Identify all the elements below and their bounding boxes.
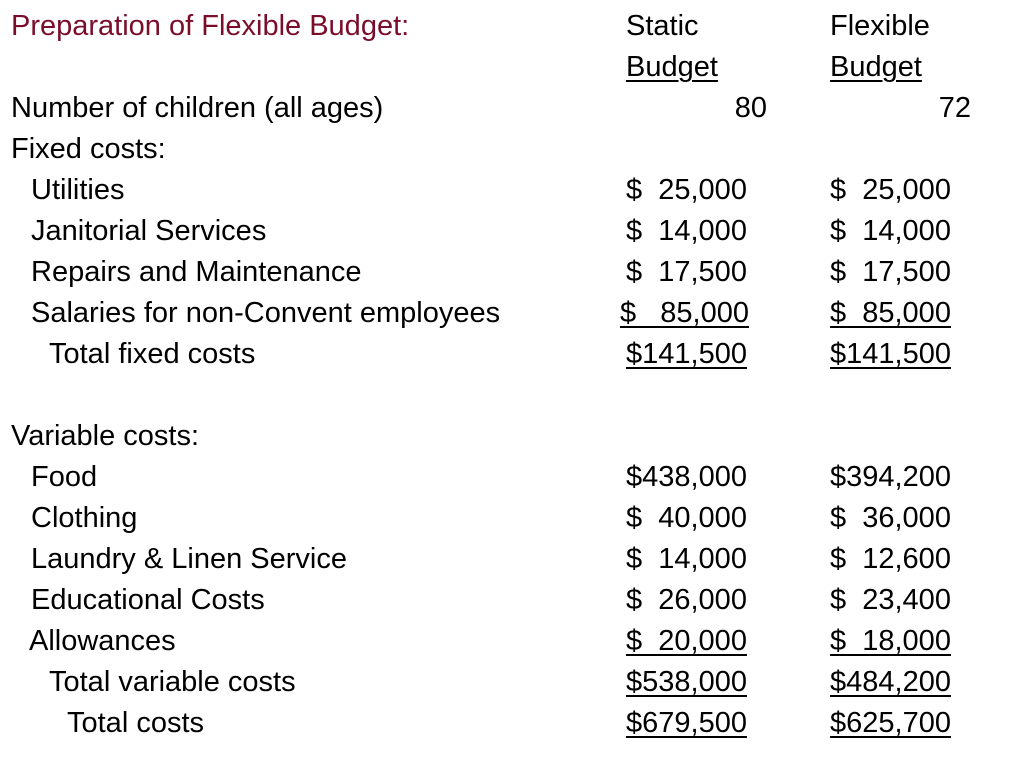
row-label: Laundry & Linen Service bbox=[31, 543, 347, 575]
fixed-total-flexible: $141,500 bbox=[830, 338, 951, 370]
grand-total-label: Total costs bbox=[67, 707, 204, 739]
flexible-header-line2: Budget bbox=[830, 51, 922, 83]
static-header-line1: Static bbox=[626, 10, 699, 42]
static-value: $ 14,000 bbox=[626, 543, 747, 575]
row-label: Repairs and Maintenance bbox=[31, 256, 362, 288]
flexible-value: $ 17,500 bbox=[830, 256, 951, 288]
static-value: $ 17,500 bbox=[626, 256, 747, 288]
static-value: $ 40,000 bbox=[626, 502, 747, 534]
static-value: $438,000 bbox=[626, 461, 747, 493]
slide-title: Preparation of Flexible Budget: bbox=[11, 10, 410, 42]
variable-total-static: $538,000 bbox=[626, 666, 747, 698]
flexible-value: $394,200 bbox=[830, 461, 951, 493]
table-row bbox=[0, 211, 1024, 252]
fixed-costs-heading: Fixed costs: bbox=[11, 133, 166, 165]
title-row bbox=[0, 6, 1024, 47]
row-label: Janitorial Services bbox=[31, 215, 267, 247]
flexible-value: $ 36,000 bbox=[830, 502, 951, 534]
table-row bbox=[0, 498, 1024, 539]
static-value: $ 20,000 bbox=[626, 625, 747, 657]
fixed-total-label: Total fixed costs bbox=[49, 338, 256, 370]
table-row bbox=[0, 539, 1024, 580]
row-label: Utilities bbox=[31, 174, 125, 206]
static-value: $ 85,000 bbox=[620, 297, 749, 329]
table-row bbox=[0, 293, 1024, 334]
table-row bbox=[0, 621, 1024, 662]
flexible-value: $ 25,000 bbox=[830, 174, 951, 206]
variable-total-label: Total variable costs bbox=[49, 666, 296, 698]
flexible-value: $ 85,000 bbox=[830, 297, 951, 329]
row-label: Salaries for non-Convent employees bbox=[31, 297, 501, 329]
variable-costs-heading-row bbox=[0, 416, 1024, 457]
variable-costs-heading: Variable costs: bbox=[11, 420, 200, 452]
children-label: Number of children (all ages) bbox=[11, 92, 384, 124]
children-static: 80 bbox=[734, 92, 767, 124]
variable-total-row bbox=[0, 662, 1024, 703]
table-row bbox=[0, 170, 1024, 211]
static-value: $ 14,000 bbox=[626, 215, 747, 247]
row-label: Clothing bbox=[31, 502, 138, 534]
flexible-value: $ 23,400 bbox=[830, 584, 951, 616]
table-row bbox=[0, 457, 1024, 498]
variable-total-flexible: $484,200 bbox=[830, 666, 951, 698]
flexible-header-line1: Flexible bbox=[830, 10, 930, 42]
grand-total-row bbox=[0, 703, 1024, 744]
grand-total-flexible: $625,700 bbox=[830, 707, 951, 739]
row-label: Educational Costs bbox=[31, 584, 265, 616]
children-flexible: 72 bbox=[938, 92, 971, 124]
table-row bbox=[0, 580, 1024, 621]
fixed-total-static: $141,500 bbox=[626, 338, 747, 370]
header-row-2 bbox=[0, 47, 1024, 88]
static-value: $ 25,000 bbox=[626, 174, 747, 206]
fixed-costs-heading-row bbox=[0, 129, 1024, 170]
table-row bbox=[0, 252, 1024, 293]
flexible-value: $ 18,000 bbox=[830, 625, 951, 657]
grand-total-static: $679,500 bbox=[626, 707, 747, 739]
flexible-value: $ 12,600 bbox=[830, 543, 951, 575]
fixed-total-row bbox=[0, 334, 1024, 375]
flexible-value: $ 14,000 bbox=[830, 215, 951, 247]
static-value: $ 26,000 bbox=[626, 584, 747, 616]
row-label: Allowances bbox=[29, 625, 176, 657]
children-row bbox=[0, 88, 1024, 129]
static-header-line2: Budget bbox=[626, 51, 718, 83]
row-label: Food bbox=[31, 461, 98, 493]
